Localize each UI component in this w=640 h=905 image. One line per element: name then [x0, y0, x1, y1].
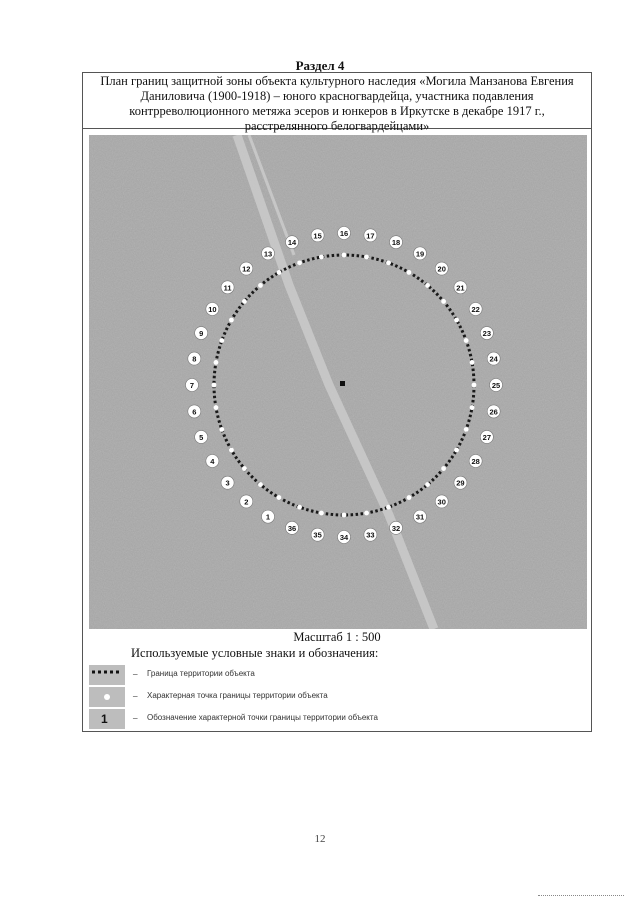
boundary-point-label: 14	[287, 238, 297, 248]
boundary-point-label: 8	[192, 354, 197, 364]
boundary-point-dot	[212, 383, 217, 388]
plan-frame	[82, 72, 592, 732]
boundary-point-dot	[364, 511, 369, 516]
boundary-point-dot	[229, 448, 234, 453]
boundary-point-dot	[297, 505, 302, 510]
boundary-point-dot	[258, 283, 263, 288]
boundary-point-label: 1	[265, 512, 271, 522]
legend-swatch-point-label	[89, 709, 125, 729]
legend-text-point: Характерная точка границы территории объекта	[147, 691, 328, 700]
boundary-point-dot	[342, 513, 347, 518]
boundary-point-dot	[214, 405, 219, 410]
legend-swatch-boundary	[89, 665, 125, 685]
boundary-point-label: 16	[339, 229, 349, 238]
legend-item-boundary: – Граница территории объекта	[89, 665, 579, 685]
boundary-point-dot	[441, 299, 446, 304]
boundary-point-dot	[219, 427, 224, 432]
legend-text-point-label: Обозначение характерной точки границы территории объекта	[147, 713, 378, 722]
footer-line	[538, 895, 624, 896]
boundary-point-label: 21	[456, 283, 465, 293]
boundary-point-label: 27	[482, 432, 492, 442]
boundary-point-label: 36	[287, 523, 297, 533]
boundary-point-dot	[454, 448, 459, 453]
boundary-point-dot	[464, 338, 469, 343]
boundary-point-label: 12	[242, 264, 251, 274]
boundary-point-dot	[229, 318, 234, 323]
boundary-point-label: 7	[189, 381, 195, 390]
boundary-point-label: 26	[489, 407, 498, 417]
boundary-point-dot	[472, 383, 477, 388]
boundary-point-label: 4	[210, 457, 215, 466]
legend-item-point: – Характерная точка границы территории объекта	[89, 687, 579, 707]
boundary-point-label: 11	[223, 283, 232, 293]
boundary-point-dot	[425, 283, 430, 288]
boundary-point-label: 13	[263, 249, 273, 259]
boundary-point-dot	[464, 427, 469, 432]
boundary-point-label: 18	[391, 238, 401, 248]
boundary-point-label: 23	[482, 329, 492, 339]
boundary-point-label: 28	[471, 457, 480, 466]
boundary-point-label: 17	[366, 231, 375, 241]
boundary-point-dot	[277, 270, 282, 275]
boundary-point-label: 29	[456, 478, 465, 488]
boundary-point-dot	[386, 505, 391, 510]
legend-item-point-label: 1 – Обозначение характерной точки границы территории объекта	[89, 709, 579, 729]
boundary-point-dot	[441, 466, 446, 471]
boundary-point-label: 32	[391, 523, 401, 533]
boundary-point-dot	[297, 260, 302, 265]
legend-text-boundary: Граница территории объекта	[147, 669, 255, 678]
boundary-point-label: 35	[313, 530, 322, 540]
boundary-point-label: 6	[192, 407, 197, 417]
boundary-point-dot	[277, 495, 282, 500]
boundary-point-label: 3	[225, 478, 230, 488]
boundary-point-dot	[214, 360, 219, 365]
boundary-map	[89, 135, 587, 629]
boundary-point-label: 15	[313, 231, 322, 241]
boundary-point-label: 19	[415, 249, 425, 259]
boundary-point-dot	[470, 360, 475, 365]
boundary-point-dot	[407, 270, 412, 275]
boundary-point-label: 25	[491, 381, 501, 390]
boundary-point-dot	[242, 299, 247, 304]
boundary-point-dot	[454, 318, 459, 323]
legend-swatch-point	[89, 687, 125, 707]
legend-marker-label: 1	[101, 712, 108, 726]
boundary-point-label: 34	[339, 533, 349, 542]
plan-title: План границ защитной зоны объекта культурного наследия «Могила Манзанова Евгения Даниловича (1900-1918) – юного красногвардейца, участника подавления контрреволюционного метяжа эсеров и юнкеров в Иркутске в декабре 1917 г., расстрелянного белогвардейцами»	[83, 73, 591, 129]
map-scale: Масштаб 1 : 500	[293, 630, 381, 644]
boundary-point-label: 5	[199, 432, 204, 442]
boundary-point-label: 20	[437, 264, 446, 274]
boundary-point-label: 30	[437, 497, 446, 507]
page-number: 12	[314, 833, 326, 845]
boundary-point-dot	[219, 338, 224, 343]
boundary-point-dot	[470, 405, 475, 410]
boundary-point-dot	[319, 511, 324, 516]
legend-title: Используемые условные знаки и обозначения:	[131, 646, 379, 660]
boundary-point-label: 2	[244, 497, 249, 507]
boundary-point-dot	[319, 255, 324, 260]
boundary-point-label: 10	[208, 305, 217, 314]
boundary-point-dot	[342, 253, 347, 258]
boundary-point-label: 24	[489, 354, 498, 364]
boundary-point-label: 33	[366, 530, 375, 540]
boundary-point-label: 31	[415, 512, 425, 522]
boundary-point-label: 22	[471, 305, 480, 314]
section-title: Раздел 4	[295, 58, 345, 73]
boundary-point-dot	[407, 495, 412, 500]
boundary-point-dot	[258, 482, 263, 487]
center-marker	[340, 381, 345, 386]
boundary-point-dot	[242, 466, 247, 471]
boundary-point-label: 9	[199, 329, 204, 339]
boundary-point-dot	[425, 482, 430, 487]
boundary-point-dot	[364, 255, 369, 260]
boundary-point-dot	[386, 260, 391, 265]
